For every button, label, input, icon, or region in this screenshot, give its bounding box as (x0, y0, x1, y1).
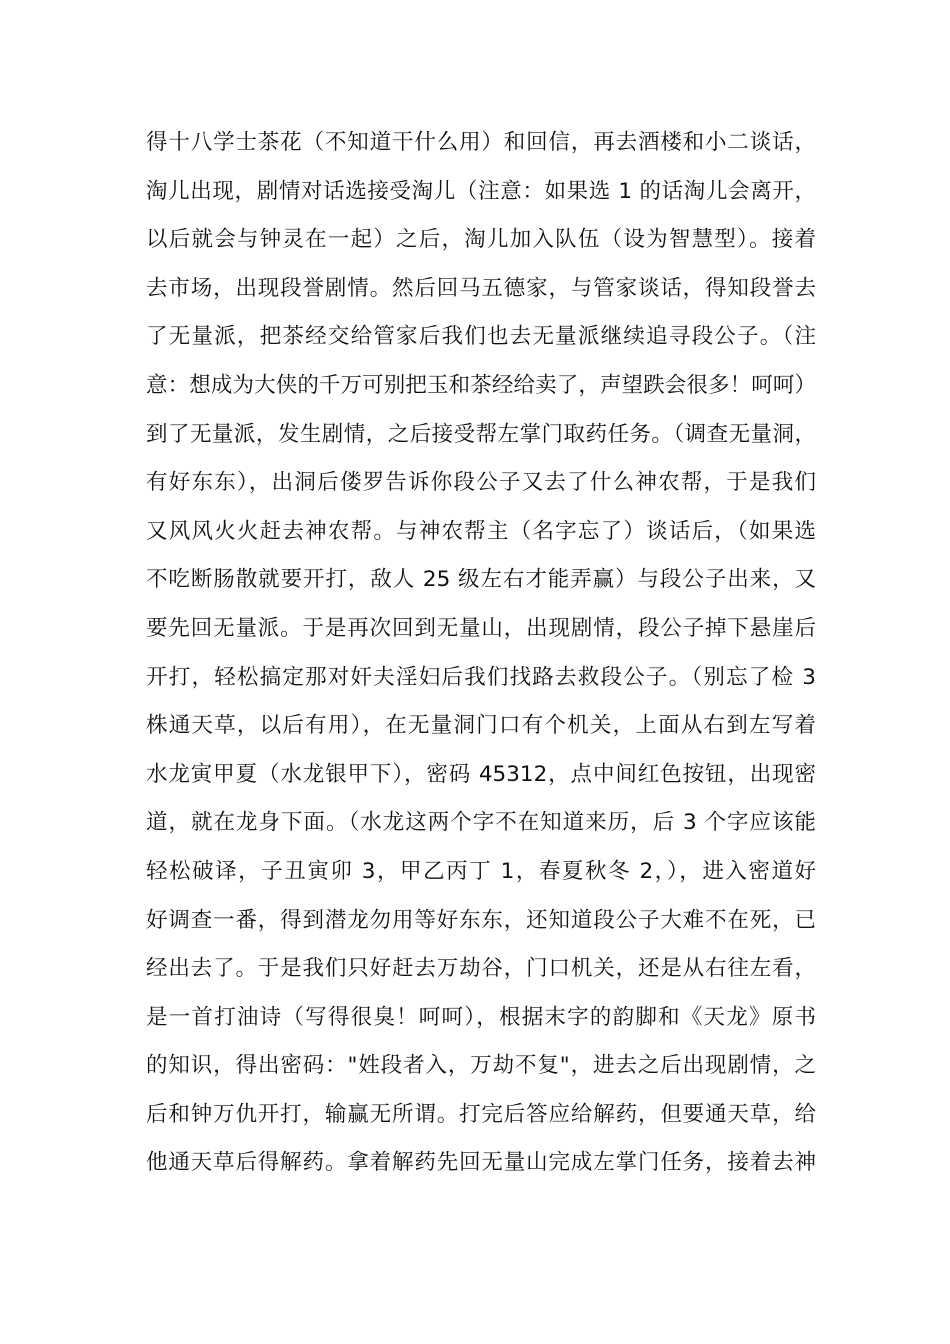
text-line: 经出去了。于是我们只好赶去万劫谷，门口机关，还是从右往左看， (146, 956, 816, 982)
text-line: 得十八学士茶花（不知道干什么用）和回信，再去酒楼和小二谈话， (146, 130, 816, 155)
text-line: 道，就在龙身下面。（水龙这两个字不在知道来历，后 3 个字应该能 (146, 810, 816, 836)
text-line: 去市场，出现段誉剧情。然后回马五德家，与管家谈话，得知段誉去 (146, 275, 816, 301)
text-line: 轻松破译，子丑寅卯 3，甲乙丙丁 1，春夏秋冬 2，），进入密道好 (146, 858, 816, 884)
text-line: 意：想成为大侠的千万可别把玉和茶经给卖了，声望跌会很多！呵呵） (146, 372, 816, 398)
text-line: 有好东东），出洞后偻罗告诉你段公子又去了什么神农帮，于是我们 (146, 470, 816, 496)
body-text (146, 119, 816, 1188)
text-line: 以后就会与钟灵在一起）之后，淘儿加入队伍（设为智慧型）。接着 (146, 227, 816, 253)
text-line: 是一首打油诗（写得很臭！呵呵），根据末字的韵脚和《天龙》原书 (146, 1004, 816, 1030)
text-line: 好调查一番，得到潜龙勿用等好东东，还知道段公子大难不在死，已 (146, 907, 816, 933)
text-line: 的知识，得出密码："姓段者入，万劫不复"，进去之后出现剧情，之 (146, 1053, 816, 1079)
text-line: 到了无量派，发生剧情，之后接受帮左掌门取药任务。（调查无量洞， (146, 421, 816, 447)
text-line: 他通天草后得解药。拿着解药先回无量山完成左掌门任务，接着去神 (146, 1150, 816, 1176)
text-line: 株通天草，以后有用），在无量洞门口有个机关，上面从右到左写着 (146, 713, 816, 739)
text-line: 后和钟万仇开打，输赢无所谓。打完后答应给解药，但要通天草，给 (146, 1101, 816, 1127)
text-line: 不吃断肠散就要开打，敌人 25 级左右才能弄赢）与段公子出来，又 (146, 567, 816, 593)
text-line: 开打，轻松搞定那对奸夫淫妇后我们找路去救段公子。（别忘了检 3 (146, 664, 816, 690)
text-line: 又风风火火赶去神农帮。与神农帮主（名字忘了）谈话后，（如果选 (146, 518, 816, 544)
text-line: 要先回无量派。于是再次回到无量山，出现剧情，段公子掉下悬崖后 (146, 615, 816, 641)
text-line: 水龙寅甲夏（水龙银甲下），密码 45312，点中间红色按钮，出现密 (146, 761, 816, 787)
text-line: 了无量派，把茶经交给管家后我们也去无量派继续追寻段公子。（注 (146, 324, 816, 350)
text-line: 淘儿出现，剧情对话选接受淘儿（注意：如果选 1 的话淘儿会离开， (146, 178, 816, 204)
